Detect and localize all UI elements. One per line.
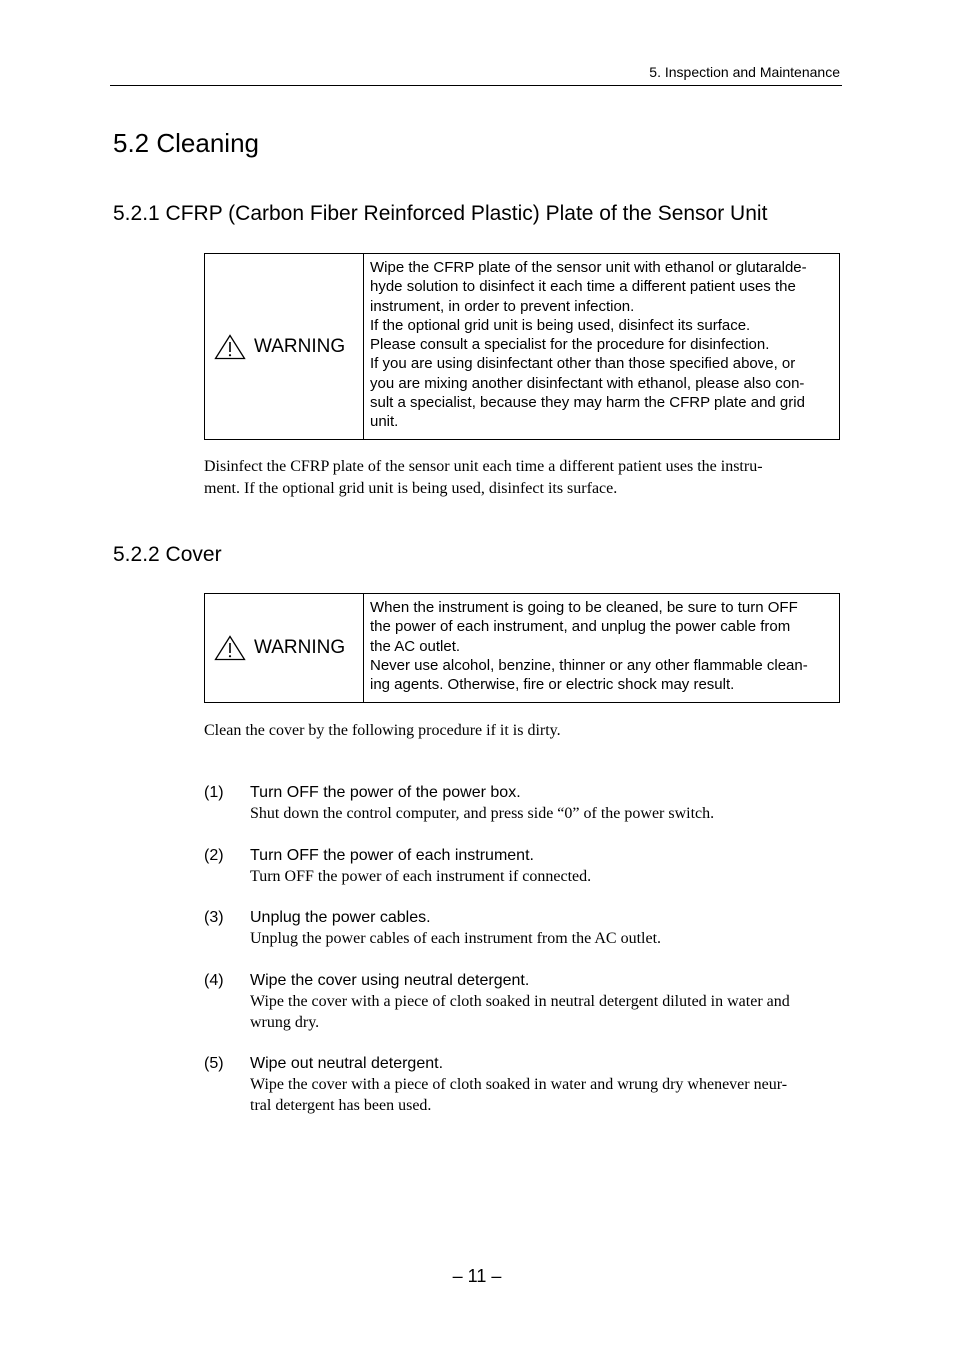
warning-line: ing agents. Otherwise, fire or electric shock may result.	[370, 676, 735, 694]
warning-label-cell	[205, 254, 364, 439]
warning-line: When the instrument is going to be cleaned, be sure to turn OFF	[370, 599, 798, 616]
warning-line: Wipe the CFRP plate of the sensor unit with ethanol or glutaralde-	[370, 259, 807, 276]
procedure-step-1	[204, 783, 844, 824]
warning-line: If the optional grid unit is being used, disinfect its surface.	[370, 316, 751, 334]
step-number: (1)	[204, 784, 224, 801]
warning-line: hyde solution to disinfect it each time a different patient uses the	[370, 278, 796, 296]
warning-line: the power of each instrument, and unplug the power cable from	[370, 618, 791, 636]
cover-intro: Clean the cover by the following procedure if it is dirty.	[204, 722, 561, 739]
step-number: (2)	[204, 847, 224, 864]
warning-line: the AC outlet.	[370, 637, 461, 655]
header-rule	[110, 85, 842, 86]
body-line: Disinfect the CFRP plate of the sensor unit each time a different patient uses the instru-	[204, 458, 763, 475]
warning-box-cover	[204, 593, 840, 703]
subsection-title-cover: 5.2.2 Cover	[113, 543, 222, 566]
step-title: Wipe out neutral detergent.	[250, 1055, 444, 1072]
warning-label: WARNING	[254, 637, 346, 658]
step-number: (5)	[204, 1055, 224, 1072]
procedure-step-2	[204, 846, 844, 887]
warning-line: unit.	[370, 413, 399, 431]
warning-line: instrument, in order to prevent infection.	[370, 297, 635, 315]
procedure-step-5	[204, 1054, 844, 1116]
step-description	[250, 866, 844, 887]
step-title: Unplug the power cables.	[250, 909, 431, 926]
step-number: (4)	[204, 972, 224, 989]
step-title: Turn OFF the power of the power box.	[250, 784, 521, 801]
procedure-step-4	[204, 971, 844, 1033]
warning-label-cell	[205, 594, 364, 702]
step-title: Wipe the cover using neutral detergent.	[250, 972, 530, 989]
step-line: tral detergent has been used.	[250, 1097, 432, 1114]
step-description	[250, 928, 844, 949]
warning-text-cell	[364, 254, 839, 439]
step-line: Unplug the power cables of each instrument from the AC outlet.	[250, 930, 662, 947]
step-title: Turn OFF the power of each instrument.	[250, 847, 534, 864]
subsection-title-cfrp: 5.2.1 CFRP (Carbon Fiber Reinforced Plastic) Plate of the Sensor Unit	[113, 202, 768, 225]
step-description	[250, 1074, 844, 1116]
body-line: ment. If the optional grid unit is being used, disinfect its surface.	[204, 480, 618, 497]
step-line: Shut down the control computer, and press side “0” of the power switch.	[250, 805, 715, 822]
procedure-step-3	[204, 908, 844, 949]
warning-triangle-icon	[214, 635, 246, 661]
warning-line: If you are using disinfectant other than those specified above, or	[370, 355, 796, 373]
warning-line: Never use alcohol, benzine, thinner or any other flammable clean-	[370, 656, 808, 674]
warning-text-cell	[364, 594, 839, 702]
warning-triangle-icon	[214, 334, 246, 360]
section-title: 5.2 Cleaning	[113, 128, 259, 158]
warning-line: Please consult a specialist for the procedure for disinfection.	[370, 336, 770, 354]
running-header: 5. Inspection and Maintenance	[649, 64, 840, 80]
step-number: (3)	[204, 909, 224, 926]
step-line: Wipe the cover with a piece of cloth soaked in neutral detergent diluted in water and	[250, 993, 790, 1010]
step-description	[250, 803, 844, 824]
step-line: Wipe the cover with a piece of cloth soaked in water and wrung dry whenever neur-	[250, 1076, 788, 1093]
warning-label: WARNING	[254, 335, 346, 357]
warning-box-cfrp	[204, 253, 840, 440]
cfrp-body-paragraph	[204, 456, 840, 500]
warning-line: you are mixing another disinfectant with ethanol, please also con-	[370, 374, 805, 392]
warning-line: sult a specialist, because they may harm the CFRP plate and grid	[370, 394, 805, 412]
page-number: – 11 –	[452, 1266, 502, 1286]
step-line: wrung dry.	[250, 1014, 320, 1031]
step-line: Turn OFF the power of each instrument if connected.	[250, 868, 592, 885]
step-description	[250, 991, 844, 1033]
